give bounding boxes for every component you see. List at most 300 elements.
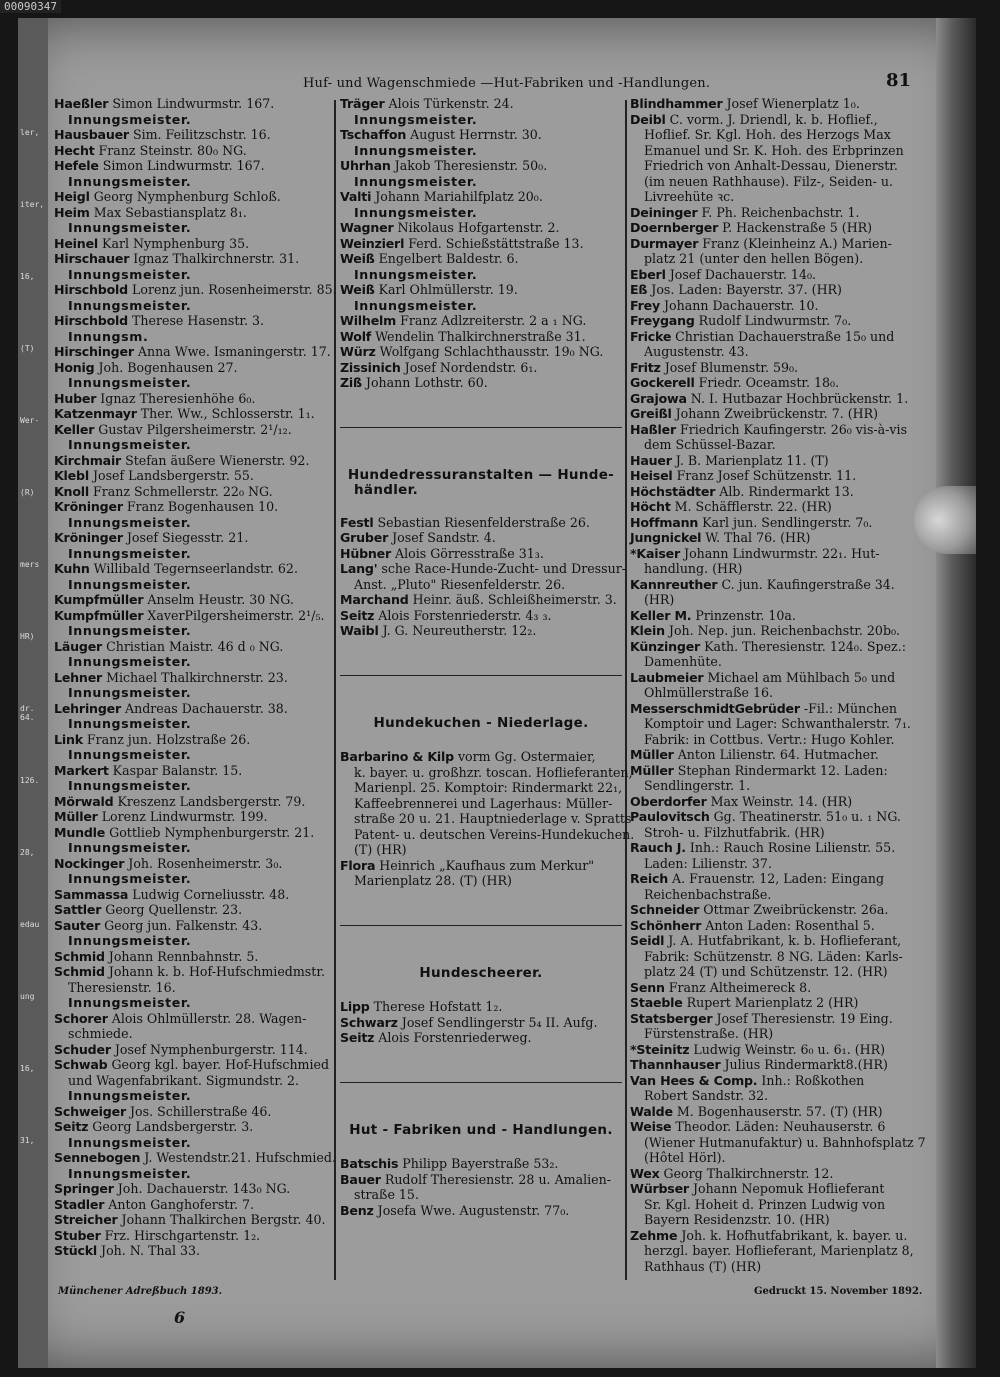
entry-details: Therese Hofstatt 1₂. — [369, 999, 503, 1014]
entry-details: Andreas Dachauerstr. 38. — [121, 700, 288, 716]
entry-details: Willibald Tegernseerlandstr. 62. — [89, 561, 298, 576]
directory-entry — [630, 267, 922, 283]
directory-entry — [630, 422, 922, 438]
entry-name: Lang' — [340, 561, 378, 576]
directory-entry — [630, 406, 922, 422]
entry-name: Hoffmann — [630, 514, 699, 530]
entry-name: Wolf — [340, 328, 372, 344]
entry-details: Anselm Heustr. 30 NG. — [143, 592, 294, 607]
directory-entry — [630, 1057, 922, 1073]
entry-details: Johann Nepomuk Hoflieferant — [688, 1181, 885, 1196]
directory-entry — [340, 251, 622, 267]
entry-details: J. A. Hutfabrikant, k. b. Hoflieferant, — [664, 933, 902, 948]
entry-continuation: Fürstenstraße. (HR) — [644, 1026, 774, 1041]
entry-name: Weiß — [340, 251, 375, 266]
entry-details: P. Hackenstraße 5 (HR) — [718, 220, 873, 235]
entry-name: Senn — [630, 979, 665, 995]
directory-entry — [340, 561, 626, 577]
entries-hundekuchen — [340, 749, 635, 889]
entry-continuation: (T) (HR) — [354, 842, 407, 857]
entry-details: Josef Siegesstr. 21. — [122, 530, 249, 545]
entry-details: Ludwig Weinstr. 6₀ u. 6₁. (HR) — [689, 1041, 886, 1057]
innungsmeister-note: Innungsmeister. — [68, 716, 192, 731]
entry-details: Anton Ganghoferstr. 7. — [104, 1196, 254, 1212]
directory-entry — [630, 840, 922, 856]
entry-details: Alois Forstenriederweg. — [374, 1030, 532, 1045]
section-title-hutfabriken: Hut - Fabriken und - Handlungen. — [349, 1121, 613, 1138]
directory-entry — [630, 1073, 922, 1089]
innungsmeister-note: Innungsmeister. — [68, 747, 192, 762]
entry-details: Inh.: Rauch Rosine Lilienstr. 55. — [685, 840, 896, 855]
entry-name: Jungnickel — [630, 530, 702, 545]
entry-details: J. Westendstr.21. Hufschmied. — [140, 1150, 336, 1165]
directory-entry — [54, 499, 329, 515]
entry-continuation: Damenhüte. — [644, 654, 722, 669]
directory-entry — [630, 577, 922, 593]
adjacent-page-fragment: ung — [20, 992, 35, 1001]
entry-name: Läuger — [54, 638, 103, 654]
entry-details: Josef Landsbergerstr. 55. — [88, 468, 254, 483]
entry-continuation: dem Schüssel-Bazar. — [644, 437, 776, 452]
entry-continuation: und Wagenfabrikant. Sigmundstr. 2. — [68, 1072, 299, 1088]
entry-details: Josef Wienerplatz 1₀. — [722, 96, 860, 111]
entry-details: Jakob Theresienstr. 50₀. — [390, 158, 548, 173]
entry-name: Staeble — [630, 995, 683, 1010]
directory-entry — [54, 484, 329, 500]
entry-details: Johann Lindwurmstr. 22₁. Hut- — [680, 545, 880, 561]
directory-entry — [630, 313, 922, 329]
directory-entry — [340, 1156, 622, 1172]
directory-entry — [630, 608, 922, 624]
entry-continuation: Sendlingerstr. 1. — [644, 778, 751, 793]
entry-name: Höcht — [630, 499, 671, 514]
directory-entry — [54, 468, 329, 484]
entry-details: Gottlieb Nymphenburgerstr. 21. — [105, 824, 315, 840]
directory-entry — [630, 1042, 922, 1058]
entry-name: Wex — [630, 1165, 660, 1181]
entry-details: vorm Gg. Ostermaier, — [453, 749, 596, 764]
entry-continuation: Laden: Lilienstr. 37. — [644, 855, 772, 871]
entry-name: Seidl — [630, 933, 665, 948]
entry-name: Kuhn — [54, 561, 90, 576]
entry-details: N. I. Hutbazar Hochbrückenstr. 1. — [686, 390, 909, 406]
entry-name: Kumpfmüller — [54, 592, 144, 607]
page-edge-shadow — [936, 18, 976, 1368]
entry-continuation: (Wiener Hutmanufaktur) u. Bahnhofsplatz 7 — [644, 1134, 926, 1150]
entry-continuation: Hoflief. Sr. Kgl. Hoh. des Herzogs Max — [644, 127, 891, 142]
entry-details: Therese Hasenstr. 3. — [128, 313, 265, 328]
entry-details: J. G. Neureutherstr. 12₂. — [378, 623, 537, 638]
entry-name: Marchand — [340, 592, 409, 607]
entry-details: Johann Thalkirchen Bergstr. 40. — [117, 1212, 326, 1227]
innungsmeister-note: Innungsmeister. — [68, 623, 192, 638]
adjacent-page-fragment: 28, — [20, 848, 35, 857]
directory-entry — [340, 189, 622, 205]
directory-entry — [340, 375, 622, 391]
directory-entry — [54, 453, 329, 469]
entry-details: Johann Dachauerstr. 10. — [659, 297, 819, 313]
entry-continuation: straße 20 u. 21. Hauptniederlage v. Spratts — [354, 811, 632, 826]
directory-entry — [340, 127, 622, 143]
entry-continuation: Komptoir und Lager: Schwanthalerstr. 7₁. — [644, 716, 911, 731]
entry-name: Frey — [630, 297, 660, 313]
directory-entry — [54, 406, 329, 422]
entries-hundedressur — [340, 514, 626, 639]
entry-details: Georg Quellenstr. 23. — [101, 902, 243, 917]
directory-entry — [630, 1011, 922, 1027]
entry-name: Würz — [340, 344, 376, 359]
entry-details: M. Bogenhauserstr. 57. (T) (HR) — [672, 1103, 883, 1119]
entry-continuation: platz 24 (T) und Schützenstr. 12. (HR) — [644, 964, 888, 979]
entry-name: Valti — [340, 189, 372, 204]
entry-name: Ziß — [340, 375, 362, 390]
directory-entry — [630, 980, 922, 996]
directory-entry — [630, 747, 922, 763]
directory-entry — [630, 499, 922, 515]
entry-details: Franz jun. Holzstraße 26. — [82, 731, 251, 747]
column-huf-schmiede-2 — [340, 96, 635, 1218]
entry-name: Wilhelm — [340, 313, 397, 328]
entry-continuation: platz 21 (unter den hellen Bögen). — [644, 251, 864, 266]
entry-name: Statsberger — [630, 1010, 713, 1026]
directory-entry — [340, 1172, 622, 1188]
innungsmeister-note: Innungsmeister. — [68, 840, 192, 855]
entry-details: Sebastian Riesenfelderstraße 26. — [373, 514, 590, 530]
entry-details: Josef Dachauerstr. 14₀. — [665, 266, 817, 282]
directory-entry — [630, 468, 922, 484]
archive-id-label: 00090347 — [0, 0, 61, 13]
entry-name: Nockinger — [54, 855, 125, 871]
entry-name: Deibl — [630, 111, 666, 127]
innungsmeister-note: Innungsmeister. — [68, 685, 192, 700]
directory-entry — [54, 1119, 329, 1135]
section-title-hundescheerer: Hundescheerer. — [419, 964, 543, 981]
directory-entry — [340, 236, 622, 252]
directory-entry — [630, 1104, 922, 1120]
entry-name: Freygang — [630, 313, 695, 328]
entry-details: Gg. Theatinerstr. 51₀ u. ₁ NG. — [709, 809, 901, 824]
innungsmeister-note: Innungsmeister. — [354, 266, 478, 282]
entry-details: sche Race-Hunde-Zucht- und Dressur- — [377, 561, 626, 576]
innungsmeister-note: Innungsmeister. — [68, 1165, 192, 1181]
entry-continuation: Emanuel und Sr. K. Hoh. des Erbprinzen — [644, 142, 904, 158]
entry-name: Müller — [630, 762, 674, 778]
entry-name: Schönherr — [630, 917, 702, 933]
entry-name: Lehringer — [54, 700, 121, 716]
entry-continuation: Friedrich von Anhalt-Dessau, Dienerstr. — [644, 158, 898, 173]
entry-details: Alois Forstenriederstr. 4₃ ₃. — [374, 607, 552, 623]
entry-details: Friedrich Kaufingerstr. 26₀ vis-à-vis — [675, 421, 908, 437]
entry-continuation: Patent- u. deutschen Vereins-Hundekuchen. — [354, 826, 635, 842]
directory-entry — [340, 282, 622, 298]
entry-name: Heigl — [54, 189, 90, 204]
entries-wagenschmiede-end — [340, 96, 622, 391]
directory-entry — [340, 608, 622, 624]
entry-name: Lehner — [54, 669, 103, 685]
entry-name: Mundle — [54, 824, 106, 840]
entry-name: Hirschbold — [54, 313, 128, 328]
entry-details: Gustav Pilgersheimerstr. 2¹/₁₂. — [94, 421, 292, 437]
entry-name: Seitz — [340, 1030, 375, 1045]
entry-details: Johann k. b. Hof-Hufschmiedmstr. — [104, 964, 325, 979]
entry-details: Ther. Ww., Schlosserstr. 1₁. — [136, 406, 315, 421]
directory-entry — [54, 1057, 329, 1073]
directory-entry — [630, 639, 922, 655]
directory-entry — [630, 933, 922, 949]
innungsmeister-note: Innungsmeister. — [68, 654, 192, 669]
innungsmeister-note: Innungsmeister. — [68, 1134, 192, 1150]
entry-details: Heinrich „Kaufhaus zum Merkur" — [375, 857, 595, 873]
entry-name: Weise — [630, 1119, 672, 1134]
entry-name: Heisel — [630, 468, 673, 483]
directory-entry — [54, 902, 329, 918]
adjacent-page-fragment: 16, — [20, 272, 35, 281]
directory-entry — [340, 329, 622, 345]
entry-details: Alois Görresstraße 31₃. — [391, 545, 544, 561]
entry-details: Georg kgl. bayer. Hof-Hufschmied — [107, 1057, 330, 1072]
entry-name: Hirschauer — [54, 251, 130, 266]
directory-entry — [630, 298, 922, 314]
entry-continuation: Marienpl. 25. Komptoir: Rindermarkt 22₁, — [354, 780, 623, 795]
footer-directory-title: Münchener Adreßbuch 1893. — [58, 1286, 223, 1297]
directory-entry — [630, 623, 922, 639]
innungsmeister-note: Innungsmeister. — [68, 514, 192, 530]
entry-details: Christian Dachauerstraße 15₀ und — [671, 328, 895, 344]
entry-name: Schorer — [54, 1010, 108, 1026]
entry-continuation: Theresienstr. 16. — [68, 979, 176, 995]
directory-entry — [630, 453, 922, 469]
directory-entry — [54, 639, 329, 655]
directory-entry — [54, 964, 329, 980]
entry-name: Sammassa — [54, 886, 129, 902]
entry-name: *Steinitz — [630, 1041, 690, 1057]
adjacent-page-fragment: iter, — [20, 200, 45, 209]
directory-entry — [54, 1243, 329, 1259]
entry-name: Sattler — [54, 902, 102, 917]
entry-continuation: schmiede. — [68, 1026, 133, 1041]
innungsmeister-note: Innungsmeister. — [354, 173, 478, 189]
directory-entry — [630, 220, 922, 236]
innungsmeister-note: Innungsmeister. — [68, 297, 192, 313]
innungsmeister-note: Innungsmeister. — [68, 437, 192, 452]
entry-details: Kaspar Balanstr. 15. — [108, 762, 243, 778]
entry-details: Joh. N. Thal 33. — [97, 1243, 201, 1258]
entry-details: Joh. k. Hofhutfabrikant, k. bayer. u. — [677, 1227, 908, 1243]
entry-name: Uhrhan — [340, 158, 391, 173]
entry-name: Keller — [54, 421, 95, 437]
entry-name: Waibl — [340, 623, 379, 638]
directory-entry — [340, 999, 622, 1015]
directory-entry — [54, 608, 329, 624]
directory-entry — [54, 670, 329, 686]
section-divider — [340, 925, 622, 926]
directory-entry — [54, 205, 329, 221]
entry-continuation: Kaffeebrennerei und Lagerhaus: Müller- — [354, 795, 613, 811]
innungsmeister-note: Innungsmeister. — [68, 266, 192, 282]
entry-name: Fricke — [630, 328, 672, 344]
innungsmeister-note: Innungsmeister. — [68, 111, 192, 127]
entry-continuation: (im neuen Rathhause). Filz-, Seiden- u. — [644, 173, 893, 189]
directory-entry — [54, 1011, 329, 1027]
directory-entry — [54, 422, 329, 438]
innungsmeister-note: Innungsmeister. — [68, 933, 192, 948]
entry-details: A. Frauenstr. 12, Laden: Eingang — [668, 871, 885, 886]
entry-details: Ottmar Zweibrückenstr. 26a. — [699, 902, 889, 917]
entry-details: Ferd. Schießstättstraße 13. — [404, 235, 584, 251]
section-title-hundekuchen: Hundekuchen - Niederlage. — [373, 714, 589, 731]
entry-name: *Kaiser — [630, 545, 681, 561]
entry-details: Jos. Schillerstraße 46. — [125, 1103, 272, 1119]
entry-continuation: Fabrik: in Cottbus. Vertr.: Hugo Kohler. — [644, 731, 895, 747]
entry-details: Rupert Marienplatz 2 (HR) — [682, 995, 859, 1010]
entry-name: Sauter — [54, 917, 101, 933]
directory-entry — [630, 1119, 922, 1135]
entry-details: Michael Thalkirchnerstr. 23. — [102, 669, 288, 685]
entry-name: Oberdorfer — [630, 793, 707, 809]
entry-name: Schuder — [54, 1041, 111, 1057]
directory-entry — [630, 515, 922, 531]
section-title-line1: Hundedressuranstalten — Hunde- — [347, 466, 615, 483]
entry-name: Künzinger — [630, 638, 701, 654]
innungsmeister-note: Innungsmeister. — [68, 173, 192, 189]
directory-entry — [54, 96, 329, 112]
directory-entry — [630, 1228, 922, 1244]
entry-details: Johann Rennbahnstr. 5. — [104, 948, 259, 964]
directory-entry — [54, 1212, 329, 1228]
entry-details: Ignaz Theresienhöhe 6₀. — [96, 390, 256, 406]
directory-entry — [630, 794, 922, 810]
entry-details: Franz Schmellerstr. 22₀ NG. — [89, 483, 273, 499]
footer-print-date: Gedruckt 15. November 1892. — [754, 1286, 923, 1297]
entry-details: Karl Nymphenburg 35. — [98, 235, 250, 251]
entry-details: Franz Bogenhausen 10. — [122, 499, 279, 514]
entry-name: Link — [54, 731, 83, 747]
entry-details: Sim. Feilitzschstr. 16. — [128, 127, 271, 142]
book-page — [18, 18, 976, 1368]
entry-name: Markert — [54, 762, 109, 778]
directory-entry — [340, 313, 622, 329]
entry-name: Barbarino & Kilp — [340, 749, 454, 764]
directory-entry — [54, 1228, 329, 1244]
entry-details: Franz Josef Schützenstr. 11. — [672, 468, 857, 483]
directory-entry — [340, 592, 622, 608]
directory-entry — [340, 858, 622, 874]
entry-details: Franz Steinstr. 80₀ NG. — [94, 142, 247, 158]
entry-details: Wolfgang Schlachthausstr. 19₀ NG. — [375, 344, 604, 359]
innungsmeister-note: Innungsmeister. — [68, 220, 192, 235]
entry-name: Eß — [630, 282, 648, 297]
entry-continuation: Marienplatz 28. (T) (HR) — [354, 873, 512, 888]
directory-entry — [630, 530, 922, 546]
entries-hutfabriken — [340, 1156, 622, 1218]
entry-name: Kröninger — [54, 530, 123, 545]
entry-name: Gockerell — [630, 375, 695, 390]
directory-entry — [54, 794, 329, 810]
entry-details: Julius Rindermarkt8.(HR) — [720, 1057, 888, 1072]
entry-details: Nikolaus Hofgartenstr. 2. — [393, 220, 560, 235]
entry-name: Van Hees & Comp. — [630, 1072, 758, 1088]
entry-name: Höchstädter — [630, 483, 716, 499]
directory-entry — [630, 871, 922, 887]
directory-entry — [54, 732, 329, 748]
adjacent-page-fragment: HR) — [20, 632, 35, 641]
entry-name: Gruber — [340, 530, 389, 545]
directory-entry — [340, 1203, 622, 1219]
entry-name: Benz — [340, 1202, 374, 1218]
entries-hundescheerer — [340, 999, 622, 1046]
entry-name: Stuber — [54, 1227, 101, 1243]
entry-details: Josef Blumenstr. 59₀. — [660, 359, 799, 375]
entry-details: Joh. Dachauerstr. 143₀ NG. — [113, 1181, 291, 1196]
entry-name: Klein — [630, 623, 665, 638]
entry-name: Heinel — [54, 235, 99, 251]
directory-entry — [54, 391, 329, 407]
entry-details: Michael am Mühlbach 5₀ und — [703, 669, 896, 685]
directory-entry — [54, 143, 329, 159]
entry-continuation: straße 15. — [354, 1187, 419, 1202]
directory-entry — [340, 546, 622, 562]
entry-name: Müller — [630, 747, 674, 762]
entry-continuation: (Hôtel Hörl). — [644, 1150, 726, 1165]
directory-entry — [54, 158, 329, 174]
entry-name: Haeßler — [54, 96, 109, 111]
entry-name: Durmayer — [630, 235, 699, 251]
directory-entry — [54, 809, 329, 825]
column-rule-left — [334, 100, 336, 1280]
innungsmeister-note: Innungsm. — [68, 328, 149, 344]
entry-name: Hirschinger — [54, 344, 134, 359]
entry-details: Simon Lindwurmstr. 167. — [108, 96, 275, 111]
directory-entry — [630, 670, 922, 686]
entry-name: Heim — [54, 204, 90, 220]
directory-entry — [340, 344, 622, 360]
entry-name: Grajowa — [630, 390, 687, 406]
directory-entry — [54, 530, 329, 546]
directory-entry — [340, 158, 622, 174]
entry-details: Georg Landsbergerstr. 3. — [88, 1119, 254, 1134]
directory-entry — [54, 825, 329, 841]
entry-continuation: (HR) — [644, 592, 675, 607]
entry-name: Paulovitsch — [630, 809, 710, 824]
entry-details: Alois Türkenstr. 24. — [384, 96, 514, 111]
directory-entry — [630, 918, 922, 934]
entry-details: Alois Ohlmüllerstr. 28. Wagen- — [107, 1010, 307, 1026]
directory-entry — [630, 112, 922, 128]
entry-name: Träger — [340, 96, 385, 111]
thumb-index-tab[interactable] — [914, 486, 976, 554]
directory-entry — [630, 360, 922, 376]
entry-name: Klebl — [54, 468, 89, 483]
entry-name: Schmid — [54, 948, 105, 964]
entry-name: Festl — [340, 514, 374, 530]
entry-name: Wagner — [340, 220, 394, 235]
directory-entry — [630, 1166, 922, 1182]
innungsmeister-note: Innungsmeister. — [68, 545, 192, 561]
entry-details: Stephan Rindermarkt 12. Laden: — [673, 762, 888, 778]
directory-entry — [54, 918, 329, 934]
entry-details: Philipp Bayerstraße 53₂. — [398, 1156, 559, 1171]
entry-continuation: Augustenstr. 43. — [644, 344, 749, 359]
entry-name: Reich — [630, 871, 668, 886]
entry-name: Keller M. — [630, 607, 692, 623]
directory-entry — [54, 1181, 329, 1197]
entry-name: Laubmeier — [630, 669, 704, 685]
entry-name: Honig — [54, 359, 95, 375]
directory-entry — [340, 220, 622, 236]
entry-name: Tschaffon — [340, 127, 407, 142]
adjacent-page-strip — [18, 18, 48, 1368]
entry-details: C. jun. Kaufingerstraße 34. — [717, 576, 895, 592]
